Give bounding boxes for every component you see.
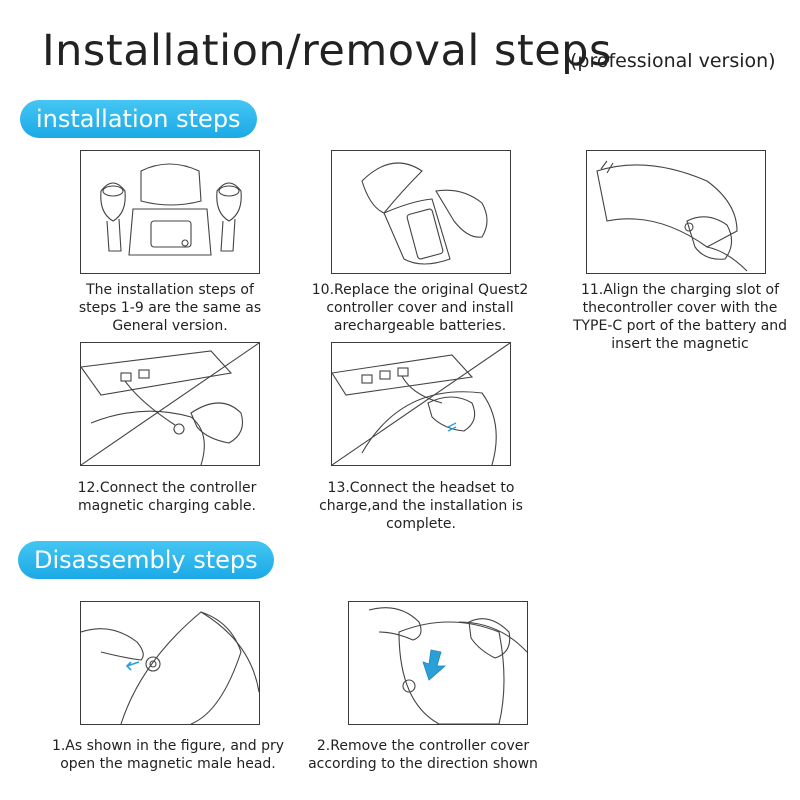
page-title: Installation/removal steps: [42, 26, 612, 76]
remove-cover-illustration: [349, 602, 527, 724]
figure-connect-headset: [331, 342, 511, 466]
align-slot-illustration: [587, 151, 765, 273]
installation-step-caption: 11.Align the charging slot of thecontroller cover with the TYPE-C port of the battery and insert the magnetic: [572, 282, 788, 352]
installation-step-caption: 12.Connect the controller magnetic charging cable.: [77, 480, 257, 514]
installation-steps-heading: installation steps: [20, 100, 257, 138]
controller-battery-illustration: [332, 151, 510, 273]
page-subtitle: (professional version): [570, 50, 776, 72]
figure-connect-controller-cable: [80, 342, 260, 466]
disassembly-step-caption: 2.Remove the controller cover according to the direction shown: [308, 738, 538, 772]
disassembly-step-caption: 1.As shown in the figure, and pry open the magnetic male head.: [51, 738, 285, 772]
figure-align-charging-slot: [586, 150, 766, 274]
charging-dock-illustration: [81, 151, 259, 273]
direction-arrow: [423, 650, 445, 680]
installation-step-caption: The installation steps of steps 1-9 are the same as General version.: [78, 282, 262, 334]
figure-pry-magnetic-head: [80, 601, 260, 725]
headset-charge-illustration: [332, 343, 510, 465]
disassembly-steps-heading: Disassembly steps: [18, 541, 274, 579]
figure-controller-battery: [331, 150, 511, 274]
figure-remove-cover: [348, 601, 528, 725]
installation-step-caption: 10.Replace the original Quest2 controller cover and install arechargeable batteries.: [311, 282, 529, 334]
pry-magnetic-head-illustration: [81, 602, 259, 724]
installation-step-caption: 13.Connect the headset to charge,and the installation is complete.: [319, 480, 523, 532]
figure-charging-dock: [80, 150, 260, 274]
controller-cable-illustration: [81, 343, 259, 465]
